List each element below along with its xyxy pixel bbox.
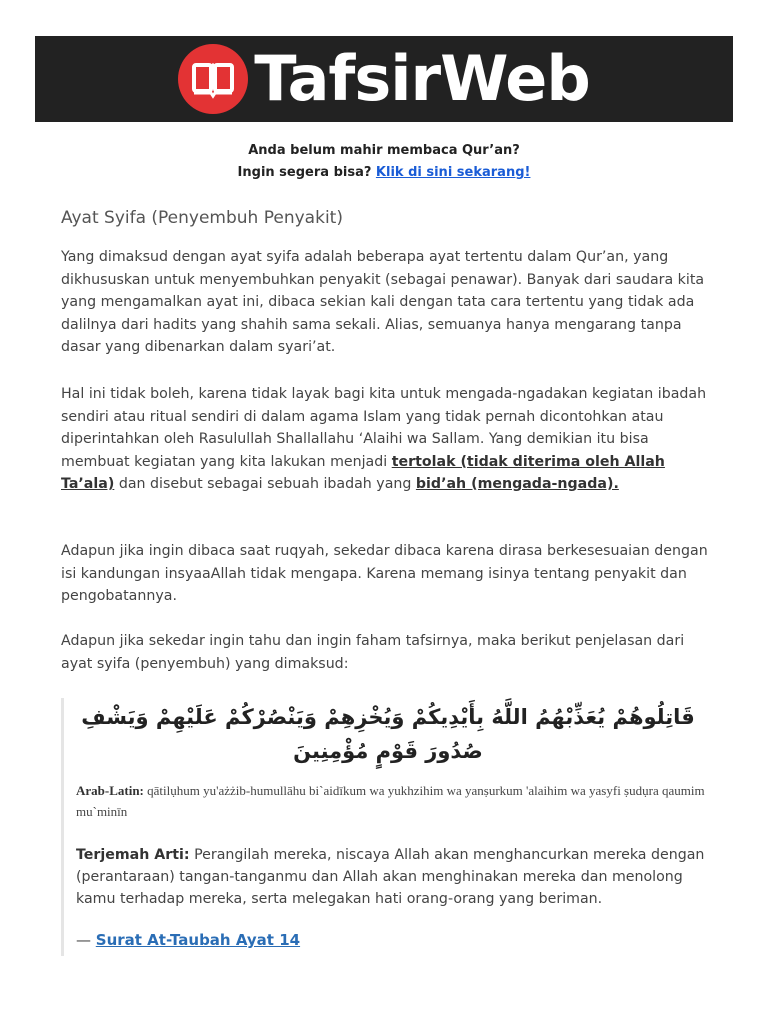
translation-block	[76, 844, 706, 910]
arab-latin-text: qātilụhum yu'ażżib-humullāhu bi`aidīkum wa yukhzihim wa yanṣurkum 'alaihim wa yasyfi ṣudụra qaumim mu`minīn	[76, 783, 705, 819]
verse-blockquote	[61, 698, 714, 956]
paragraph-1: Yang dimaksud dengan ayat syifa adalah beberapa ayat tertentu dalam Qur’an, yang dikhususkan untuk menyembuhkan penyakit (sebagai penawar). Banyak dari saudara kita yang mengamalkan ayat ini, dibaca sekian kali dengan tata cara tertentu yang tidak ada dalilnya dari hadits yang shahih sama sekali. Alias, semuanya hanya mengarang tanpa dasar yang dibenarkan dalam syari’at.	[61, 249, 705, 355]
emphasis-bidah: bid’ah (mengada-ngada).	[415, 476, 619, 492]
paragraph-2-text-a: Hal ini tidak boleh, karena tidak layak bagi kita untuk mengada-ngadakan kegiatan ibadah sendiri atau ritual sendiri di dalam agama Islam yang tidak pernah dicontohkan atau diperintahkan oleh Rasulullah Shallallahu ‘Alaihi wa Sallam. Yang demikian itu bisa membuat kegiatan yang kita lakukan menjadi	[61, 386, 707, 470]
promo-line-1: Anda belum mahir membaca Qur’an?	[248, 143, 520, 158]
emphasis-rejected: tertolak (tidak diterima oleh Allah Ta’ala)	[61, 453, 665, 492]
brand-name: TafsirWeb	[254, 42, 590, 115]
paragraph-3: Adapun jika ingin dibaca saat ruqyah, sekedar dibaca karena dirasa berkesesuaian dengan isi kandungan insyaaAllah tidak mengapa. Karena memang isinya tentang penyakit dan pengobatannya.	[61, 543, 708, 604]
promo-line-2-text: Ingin segera bisa?	[237, 165, 372, 180]
promo-line-2	[35, 162, 733, 184]
article-heading: Ayat Syifa (Penyembuh Penyakit)	[61, 208, 343, 228]
source-dash: —	[76, 931, 91, 949]
verse-source	[76, 931, 300, 949]
paragraph-4: Adapun jika sekedar ingin tahu dan ingin faham tafsirnya, maka berikut penjelasan dari ayat syifa (penyembuh) yang dimaksud:	[61, 633, 685, 672]
promo-link[interactable]: Klik di sini sekarang!	[375, 165, 531, 180]
source-link[interactable]: Surat At-Taubah Ayat 14	[95, 931, 301, 949]
arab-latin-label: Arab-Latin:	[76, 783, 144, 798]
paragraph-2-text-c: dan disebut sebagai sebuah ibadah yang	[118, 476, 412, 492]
promo-box	[35, 140, 733, 184]
translation-text: Perangilah mereka, niscaya Allah akan menghancurkan mereka dengan (perantaraan) tangan-tanganmu dan Allah akan menghinakan mereka dan menolong kamu terhadap mereka, serta melegakan hati orang-orang yang beriman.	[76, 847, 705, 907]
paragraph-2	[61, 383, 711, 496]
arab-latin-block	[76, 780, 706, 822]
open-book-icon	[178, 44, 248, 114]
site-logo[interactable]	[178, 44, 589, 114]
arabic-verse: قَاتِلُوهُمْ يُعَذِّبْهُمُ اللَّهُ بِأَيْدِيكُمْ وَيُخْزِهِمْ وَيَنْصُرْكُمْ عَلَيْهِمْ وَيَشْفِ صُدُورَ قَوْمٍ مُؤْمِنِينَ	[81, 705, 695, 763]
site-banner[interactable]	[35, 36, 733, 122]
translation-label: Terjemah Arti:	[76, 847, 190, 863]
